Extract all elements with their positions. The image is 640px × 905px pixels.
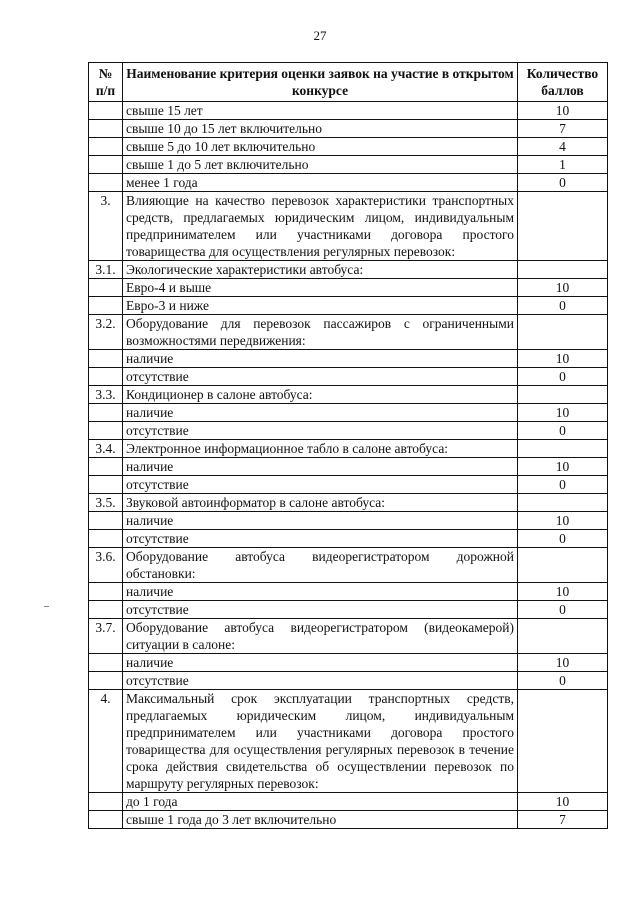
table-row xyxy=(89,297,608,315)
criterion-text: свыше 15 лет xyxy=(123,102,518,120)
table-row xyxy=(89,156,608,174)
row-number: 3. xyxy=(89,192,123,261)
table-row xyxy=(89,138,608,156)
criterion-text: менее 1 года xyxy=(123,174,518,192)
table-row xyxy=(89,619,608,654)
header-name: Наименование критерия оценки заявок на участие в открытом конкурсе xyxy=(123,63,518,102)
criterion-text: наличие xyxy=(123,350,518,368)
score-value: 0 xyxy=(518,530,608,548)
criterion-text: наличие xyxy=(123,404,518,422)
table-row xyxy=(89,494,608,512)
row-number xyxy=(89,350,123,368)
criterion-text: свыше 1 до 5 лет включительно xyxy=(123,156,518,174)
criterion-text: наличие xyxy=(123,458,518,476)
score-value: 10 xyxy=(518,102,608,120)
table-row xyxy=(89,386,608,404)
row-number xyxy=(89,138,123,156)
row-number: 4. xyxy=(89,690,123,793)
row-number xyxy=(89,583,123,601)
criterion-text: отсутствие xyxy=(123,530,518,548)
score-value xyxy=(518,690,608,793)
score-value: 7 xyxy=(518,120,608,138)
score-value xyxy=(518,261,608,279)
row-number xyxy=(89,530,123,548)
criterion-text: до 1 года xyxy=(123,793,518,811)
table-row xyxy=(89,811,608,829)
table-row xyxy=(89,315,608,350)
criterion-text: отсутствие xyxy=(123,368,518,386)
score-value: 7 xyxy=(518,811,608,829)
row-number: 3.6. xyxy=(89,548,123,583)
scan-mark xyxy=(44,606,49,607)
score-value: 0 xyxy=(518,601,608,619)
table-row xyxy=(89,404,608,422)
criterion-text: Звуковой автоинформатор в салоне автобуса: xyxy=(123,494,518,512)
score-value xyxy=(518,315,608,350)
table-row xyxy=(89,458,608,476)
table-row xyxy=(89,261,608,279)
score-value: 10 xyxy=(518,279,608,297)
score-value xyxy=(518,192,608,261)
score-value: 10 xyxy=(518,583,608,601)
criterion-text: отсутствие xyxy=(123,476,518,494)
table-row xyxy=(89,690,608,793)
table-row xyxy=(89,601,608,619)
criteria-table xyxy=(88,62,608,829)
table-row xyxy=(89,530,608,548)
row-number xyxy=(89,811,123,829)
score-value: 10 xyxy=(518,404,608,422)
table-row xyxy=(89,583,608,601)
score-value: 4 xyxy=(518,138,608,156)
score-value: 0 xyxy=(518,422,608,440)
criterion-text: Экологические характеристики автобуса: xyxy=(123,261,518,279)
criterion-text: наличие xyxy=(123,512,518,530)
header-num: № п/п xyxy=(89,63,123,102)
table-row xyxy=(89,422,608,440)
table-row xyxy=(89,102,608,120)
row-number xyxy=(89,601,123,619)
row-number xyxy=(89,174,123,192)
row-number xyxy=(89,368,123,386)
score-value xyxy=(518,386,608,404)
row-number xyxy=(89,156,123,174)
criterion-text: Влияющие на качество перевозок характеристики транспортных средств, предлагаемых юридическим лицом, индивидуальным предпринимателем или участниками договора простого товарищества для осуществления регулярных перевозок: xyxy=(123,192,518,261)
criterion-text: отсутствие xyxy=(123,672,518,690)
header-row xyxy=(89,63,608,102)
criterion-text: свыше 10 до 15 лет включительно xyxy=(123,120,518,138)
row-number xyxy=(89,422,123,440)
row-number xyxy=(89,120,123,138)
score-value: 10 xyxy=(518,793,608,811)
score-value: 1 xyxy=(518,156,608,174)
row-number: 3.3. xyxy=(89,386,123,404)
row-number xyxy=(89,404,123,422)
criterion-text: свыше 5 до 10 лет включительно xyxy=(123,138,518,156)
row-number: 3.2. xyxy=(89,315,123,350)
table-row xyxy=(89,368,608,386)
score-value xyxy=(518,440,608,458)
score-value xyxy=(518,619,608,654)
criterion-text: отсутствие xyxy=(123,422,518,440)
criterion-text: наличие xyxy=(123,583,518,601)
score-value: 0 xyxy=(518,672,608,690)
score-value: 10 xyxy=(518,512,608,530)
criterion-text: Оборудование для перевозок пассажиров с ограниченными возможностями передвижения: xyxy=(123,315,518,350)
criterion-text: Максимальный срок эксплуатации транспортных средств, предлагаемых юридическим лицом, индивидуальным предпринимателем или участниками договора простого товарищества для осуществления регулярных перевозок в течение срока действия свидетельства об осуществлении перевозок по маршруту регулярных перевозок: xyxy=(123,690,518,793)
row-number: 3.1. xyxy=(89,261,123,279)
criterion-text: свыше 1 года до 3 лет включительно xyxy=(123,811,518,829)
score-value xyxy=(518,494,608,512)
score-value: 0 xyxy=(518,174,608,192)
row-number xyxy=(89,793,123,811)
score-value: 10 xyxy=(518,350,608,368)
criterion-text: Оборудование автобуса видеорегистратором (видеокамерой) ситуации в салоне: xyxy=(123,619,518,654)
table-row xyxy=(89,350,608,368)
table-row xyxy=(89,440,608,458)
score-value xyxy=(518,548,608,583)
row-number: 3.7. xyxy=(89,619,123,654)
row-number xyxy=(89,672,123,690)
row-number: 3.5. xyxy=(89,494,123,512)
criterion-text: отсутствие xyxy=(123,601,518,619)
criterion-text: Евро-3 и ниже xyxy=(123,297,518,315)
score-value: 10 xyxy=(518,458,608,476)
criterion-text: Евро-4 и выше xyxy=(123,279,518,297)
table-row xyxy=(89,476,608,494)
row-number xyxy=(89,476,123,494)
table-row xyxy=(89,120,608,138)
table-row xyxy=(89,192,608,261)
criterion-text: Оборудование автобуса видеорегистратором дорожной обстановки: xyxy=(123,548,518,583)
row-number xyxy=(89,458,123,476)
table-row xyxy=(89,279,608,297)
table-row xyxy=(89,512,608,530)
table-row xyxy=(89,672,608,690)
row-number xyxy=(89,102,123,120)
table-row xyxy=(89,548,608,583)
table-row xyxy=(89,654,608,672)
row-number xyxy=(89,297,123,315)
row-number xyxy=(89,512,123,530)
score-value: 0 xyxy=(518,297,608,315)
table-row xyxy=(89,793,608,811)
table-row xyxy=(89,174,608,192)
row-number xyxy=(89,654,123,672)
score-value: 10 xyxy=(518,654,608,672)
header-score: Количество баллов xyxy=(518,63,608,102)
score-value: 0 xyxy=(518,368,608,386)
criterion-text: наличие xyxy=(123,654,518,672)
criterion-text: Кондиционер в салоне автобуса: xyxy=(123,386,518,404)
page-number: 27 xyxy=(313,28,327,43)
row-number: 3.4. xyxy=(89,440,123,458)
score-value: 0 xyxy=(518,476,608,494)
row-number xyxy=(89,279,123,297)
criterion-text: Электронное информационное табло в салоне автобуса: xyxy=(123,440,518,458)
